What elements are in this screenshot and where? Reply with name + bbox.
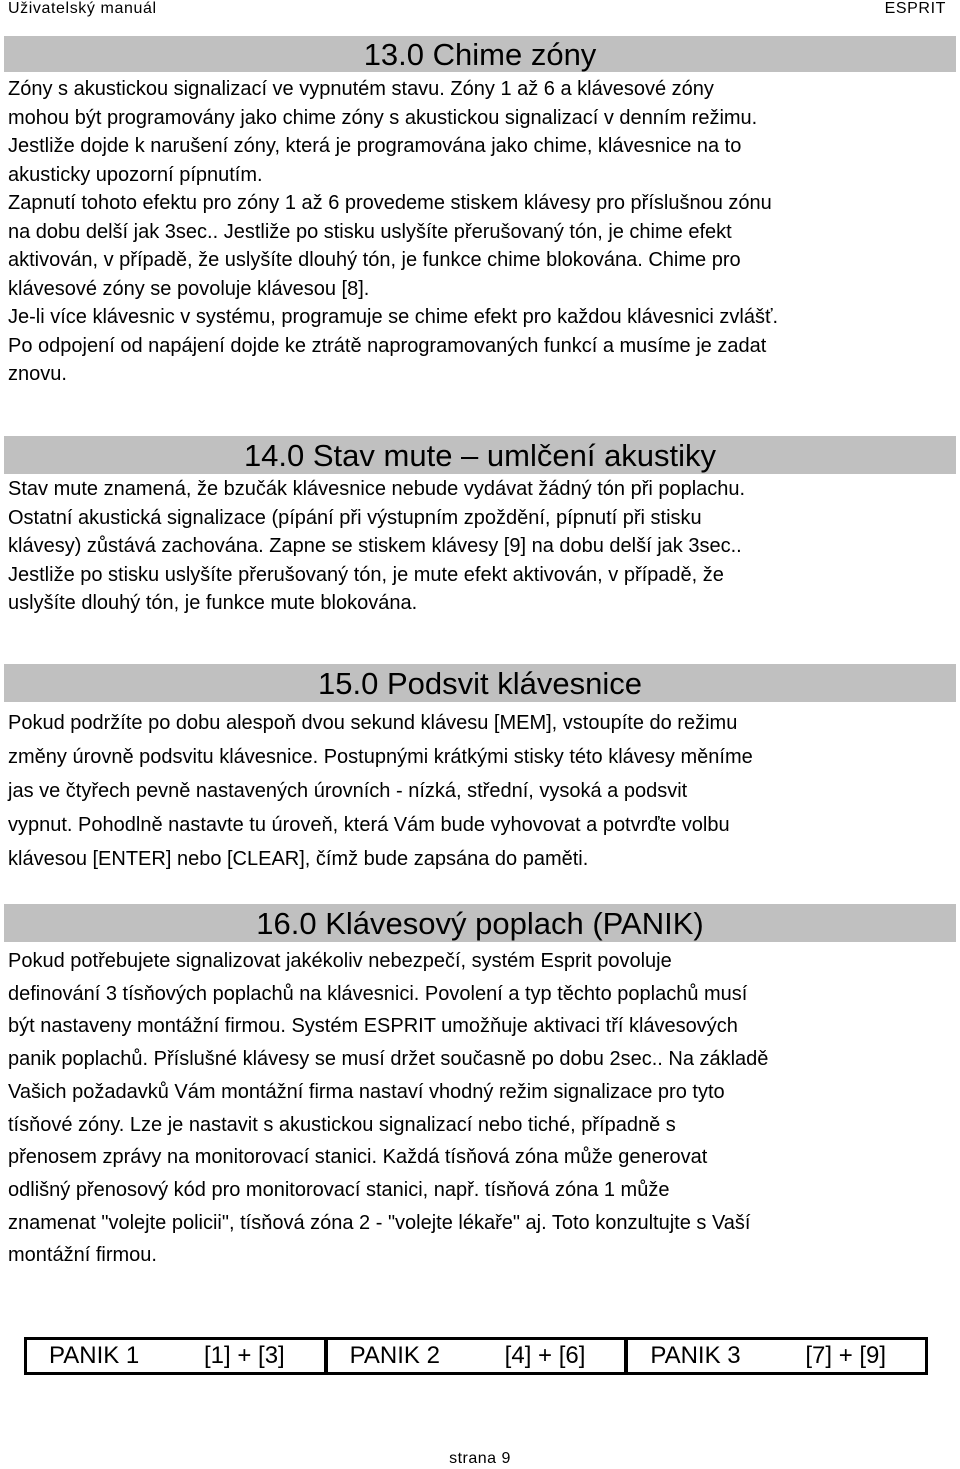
text-line: montážní firmou. <box>8 1244 157 1267</box>
text-line: Stav mute znamená, že bzučák klávesnice nebude vydávat žádný tón při poplachu. <box>8 478 746 500</box>
panik-label: PANIK 2 <box>349 1342 440 1369</box>
panik-cell <box>628 1340 925 1372</box>
text-line: mohou být programovány jako chime zóny s akustickou signalizací v denním režimu. <box>8 106 758 129</box>
text-line: tísňové zóny. Lze je nastavit s akustickou signalizací nebo tiché, případně s <box>8 1113 676 1136</box>
panik-label: PANIK 3 <box>650 1342 741 1369</box>
page-number: strana 9 <box>449 1450 511 1467</box>
section-14-heading <box>4 436 956 474</box>
text-line: Po odpojení od napájení dojde ke ztrátě naprogramovaných funkcí a musíme je zadat <box>8 334 767 357</box>
text-line: vypnut. Pohodlně nastavte tu úroveň, která Vám bude vyhovovat a potvrďte volbu <box>8 814 730 836</box>
panik-cell <box>27 1340 328 1372</box>
panik-keys: [1] + [3] <box>204 1342 285 1369</box>
section-16-title: 16.0 Klávesový poplach (PANIK) <box>256 906 704 941</box>
text-line: klávesou [ENTER] nebo [CLEAR], čímž bude zapsána do paměti. <box>8 848 589 870</box>
section-14-body <box>8 475 951 618</box>
text-line: klávesové zóny se povoluje klávesou [8]. <box>8 277 370 300</box>
text-line: znovu. <box>8 363 67 385</box>
panik-label: PANIK 1 <box>49 1342 140 1369</box>
text-line: Jestliže dojde k narušení zóny, která je programována jako chime, klávesnice na to <box>8 135 742 157</box>
text-line: Ostatní akustická signalizace (pípání při výstupním zpoždění, pípnutí při stisku <box>8 506 702 529</box>
text-line: Pokud podržíte po dobu alespoň dvou sekund klávesu [MEM], vstoupíte do režimu <box>8 712 738 734</box>
text-line: změny úrovně podsvitu klávesnice. Postupnými krátkými stisky této klávesy měníme <box>8 746 753 768</box>
panik-keys: [7] + [9] <box>805 1342 887 1369</box>
text-line: Pokud potřebujete signalizovat jakékoliv nebezpečí, systém Esprit povoluje <box>8 950 672 972</box>
text-line: Jestliže po stisku uslyšíte přerušovaný tón, je mute efekt aktivován, v případě, že <box>8 563 724 586</box>
text-line: Vašich požadavků Vám montážní firma nastaví vhodný režim signalizace pro tyto <box>8 1080 725 1103</box>
text-line: Zapnutí tohoto efektu pro zóny 1 až 6 provedeme stiskem klávesy pro příslušnou zónu <box>8 192 772 214</box>
text-line: uslyšíte dlouhý tón, je funkce mute blokována. <box>8 592 418 614</box>
section-16-heading <box>4 904 956 942</box>
section-13-heading <box>4 36 956 72</box>
text-line: klávesy) zůstává zachována. Zapne se stiskem klávesy [9] na dobu delší jak 3sec.. <box>8 535 742 557</box>
text-line: definování 3 tísňových poplachů na klávesnici. Povolení a typ těchto poplachů musí <box>8 982 748 1005</box>
text-line: přenosem zprávy na monitorovací stanici. Každá tísňová zóna může generovat <box>8 1146 708 1169</box>
panik-keys: [4] + [6] <box>504 1342 586 1369</box>
text-line: znamenat "volejte policii", tísňová zóna 2 - "volejte lékaře" aj. Toto konzultujte s Vaší <box>8 1211 751 1234</box>
text-line: aktivován, v případě, že uslyšíte dlouhý tón, je funkce chime blokována. Chime pro <box>8 249 741 271</box>
manual-title: Uživatelský manuál <box>8 0 157 17</box>
section-15-heading <box>4 664 956 702</box>
product-name: ESPRIT <box>884 0 946 17</box>
page-header <box>8 0 946 22</box>
text-line: Je-li více klávesnic v systému, programuje se chime efekt pro každou klávesnici zvlášť. <box>8 306 779 328</box>
text-line: jas ve čtyřech pevně nastavených úrovních - nízká, střední, vysoká a podsvit <box>8 780 688 802</box>
text-line: na dobu delší jak 3sec.. Jestliže po stisku uslyšíte přerušovaný tón, je chime efekt <box>8 220 732 243</box>
text-line: Zóny s akustickou signalizací ve vypnutém stavu. Zóny 1 až 6 a klávesové zóny <box>8 78 714 100</box>
text-line: být nastaveny montážní firmou. Systém ESPRIT umožňuje aktivaci tří klávesových <box>8 1015 738 1038</box>
text-line: panik poplachů. Příslušné klávesy se musí držet současně po dobu 2sec.. Na základě <box>8 1048 769 1071</box>
text-line: odlišný přenosový kód pro monitorovací stanici, např. tísňová zóna 1 může <box>8 1178 670 1201</box>
panik-key-table <box>24 1337 928 1375</box>
section-14-title: 14.0 Stav mute – umlčení akustiky <box>243 438 717 473</box>
section-15-title: 15.0 Podsvit klávesnice <box>318 666 642 701</box>
section-13-title: 13.0 Chime zóny <box>363 37 597 72</box>
text-line: akusticky upozorní pípnutím. <box>8 163 263 186</box>
panik-cell <box>328 1340 629 1372</box>
section-15-body <box>8 706 951 876</box>
section-13-body <box>8 75 951 389</box>
section-16-body <box>8 945 951 1272</box>
